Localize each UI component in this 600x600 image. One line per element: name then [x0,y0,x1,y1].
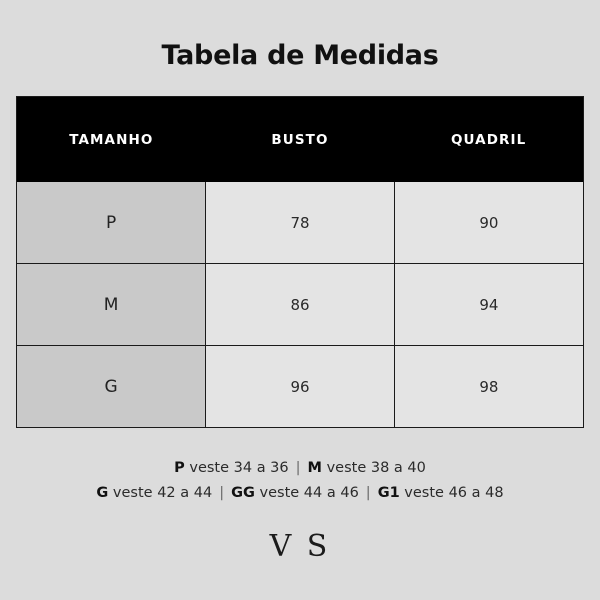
column-header-tamanho: TAMANHO [17,97,206,182]
legend-text-gg: veste 44 a 46 [254,485,359,502]
cell-quadril: 94 [394,264,583,346]
size-table-container [16,96,584,428]
legend-size-gg: GG [231,485,255,502]
table-row [17,264,583,346]
legend-line-2 [96,481,503,506]
legend-size-g1: G1 [377,485,400,502]
column-header-quadril: QUADRIL [394,97,583,182]
table-row [17,182,583,264]
cell-quadril: 98 [394,346,583,428]
legend-text-g1: veste 46 a 48 [399,485,504,502]
brand-logo: V S [269,528,331,564]
size-legend [96,456,503,507]
cell-quadril: 90 [394,182,583,264]
cell-busto: 86 [206,264,395,346]
size-table [17,97,583,427]
table-row [17,346,583,428]
cell-busto: 78 [206,182,395,264]
cell-busto: 96 [206,346,395,428]
legend-size-g: G [96,485,109,502]
cell-tamanho: M [17,264,206,346]
legend-text-p: veste 34 a 36 [184,460,289,476]
cell-tamanho: G [17,346,206,428]
column-header-busto: BUSTO [206,97,395,182]
legend-text-g: veste 42 a 44 [108,485,213,502]
legend-line-1 [96,456,503,481]
legend-separator: | [219,485,225,502]
legend-separator: | [295,460,301,476]
legend-size-p: P [174,460,185,476]
legend-separator: | [365,485,371,502]
table-body [17,182,583,427]
table-header-row [17,97,583,182]
legend-size-m: M [307,460,322,476]
page-title: Tabela de Medidas [161,40,439,71]
legend-text-m: veste 38 a 40 [321,460,426,476]
table-header [17,97,583,182]
cell-tamanho: P [17,182,206,264]
